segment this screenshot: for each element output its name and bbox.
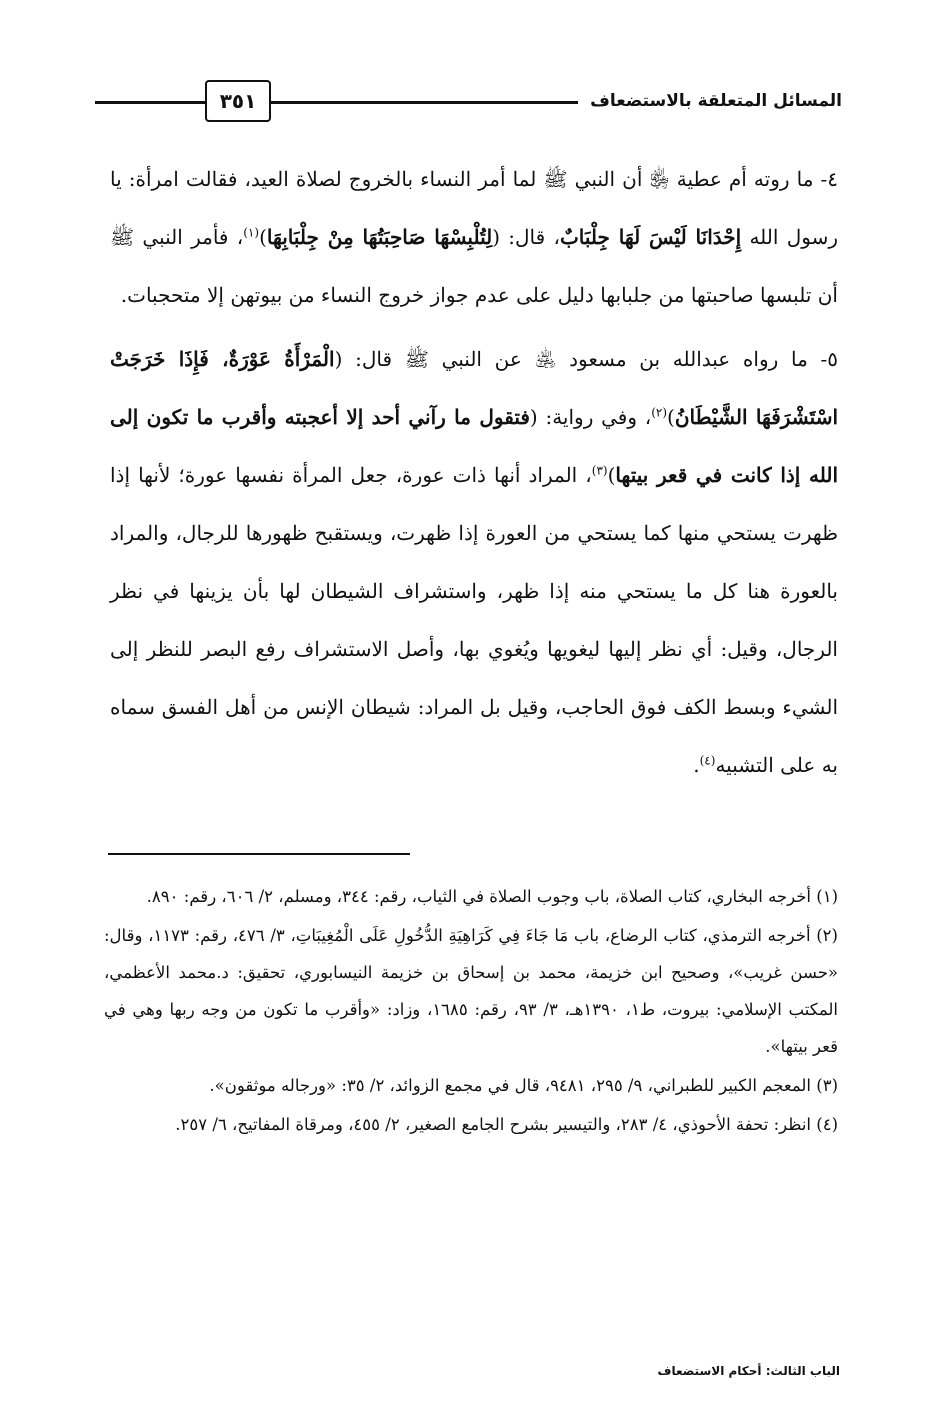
- paragraph-5: [110, 330, 838, 794]
- footnote-4: (٤) انظر: تحفة الأحوذي، ٤/ ٢٨٣، والتيسير بشرح الجامع الصغير، ٢/ ٤٥٥، ومرقاة المفاتيح، ٦/ ٢٥٧.: [175, 1115, 838, 1134]
- footnote-separator: [108, 853, 410, 855]
- paragraph-4: [110, 150, 838, 324]
- text-run: ): [259, 225, 267, 249]
- main-text: [110, 150, 838, 794]
- hadith-quote: الْمَرْأَةُ عَوْرَةٌ، فَإِذَا خَرَجَتْ اسْتَشْرَفَهَا الشَّيْطَانُ: [110, 347, 839, 429]
- running-footer: الباب الثالث: أحكام الاستضعاف: [657, 1364, 840, 1378]
- footnote-1: (١) أخرجه البخاري، كتاب الصلاة، باب وجوب الصلاة في الثياب، رقم: ٣٤٤، ومسلم، ٢/ ٦٠٦، رقم: ٨٩٠.: [146, 887, 838, 906]
- footnote-ref: (٤): [699, 753, 716, 768]
- hadith-quote: فتقول ما رآني أحد إلا أعجبته وأقرب ما تكون إلى الله إذا كانت في قعر بيتها: [110, 405, 838, 487]
- footnote-ref: (٢): [651, 405, 668, 420]
- text-run: ، وفي رواية: (: [529, 405, 652, 429]
- text-run: ، قال: (: [492, 225, 560, 249]
- hadith-quote: لِتُلْبِسْهَا صَاحِبَتُهَا مِنْ جِلْبَابِهَا: [266, 225, 493, 249]
- page-number: ٣٥١: [205, 80, 271, 122]
- running-header: [95, 72, 842, 122]
- footnote-ref: (٣): [591, 463, 608, 478]
- text-run: ٤- ما روته أم عطية ﵂ أن النبي ﷺ لما أمر النساء بالخروج لصلاة العيد، فقالت امرأة: يا رسول الله: [110, 167, 839, 249]
- text-run: ، المراد أنها ذات عورة، جعل المرأة نفسها عورة؛ لأنها إذا ظهرت يستحي منها كما يستحي من العورة إذا ظهرت، ويستقبح ظهورها للرجال، والمراد بالعورة هنا كل ما يستحي منه إذا ظهر، واستشراف الشيطان لها بأن يزينها في نظر الرجال، وقيل: أي نظر إليها ليغويها ويُغوي بها، وأصل الاستشراف رفع البصر للنظر إلى الشيء وبسط الكف فوق الحاجب، وقيل بل المراد: شيطان الإنس من أهل الفسق سماه به على التشبيه: [110, 463, 838, 777]
- hadith-quote: إِحْدَانَا لَيْسَ لَهَا جِلْبَابٌ: [559, 225, 742, 249]
- header-title: المسائل المتعلقة بالاستضعاف: [578, 86, 842, 116]
- text-run: ، فأمر النبي ﷺ أن تلبسها صاحبتها من جلبابها دليل على عدم جواز خروج النساء من بيوتهن إلا متحجبات.: [110, 225, 838, 307]
- footnote-3: (٣) المعجم الكبير للطبراني، ٩/ ٢٩٥، ٩٤٨١، قال في مجمع الزوائد، ٢/ ٣٥: «ورجاله موثقون».: [209, 1076, 838, 1095]
- footnote-2: (٢) أخرجه الترمذي، كتاب الرضاع، باب مَا جَاءَ فِي كَرَاهِيَةِ الدُّخُولِ عَلَى الْمُغِيبَاتِ، ٣/ ٤٧٦، رقم: ١١٧٣، وقال: «حسن غريب»، وصحيح ابن خزيمة، محمد بن إسحاق بن خزيمة النيسابوري، تحقيق: د.محمد الأعظمي، المكتب الإسلامي: بيروت، ط١، ١٣٩٠هـ، ٣/ ٩٣، رقم: ١٦٨٥، وزاد: «وأقرب ما تكون من وجه ربها وهي في قعر بيتها».: [104, 926, 838, 1056]
- footnotes: [104, 878, 838, 1143]
- footnote-ref: (١): [243, 225, 260, 240]
- text-run: ): [607, 463, 616, 487]
- text-run: ): [667, 405, 675, 429]
- text-run: .: [693, 753, 700, 777]
- text-run: ٥- ما رواه عبدالله بن مسعود ﵁ عن النبي ﷺ قال: (: [334, 347, 839, 371]
